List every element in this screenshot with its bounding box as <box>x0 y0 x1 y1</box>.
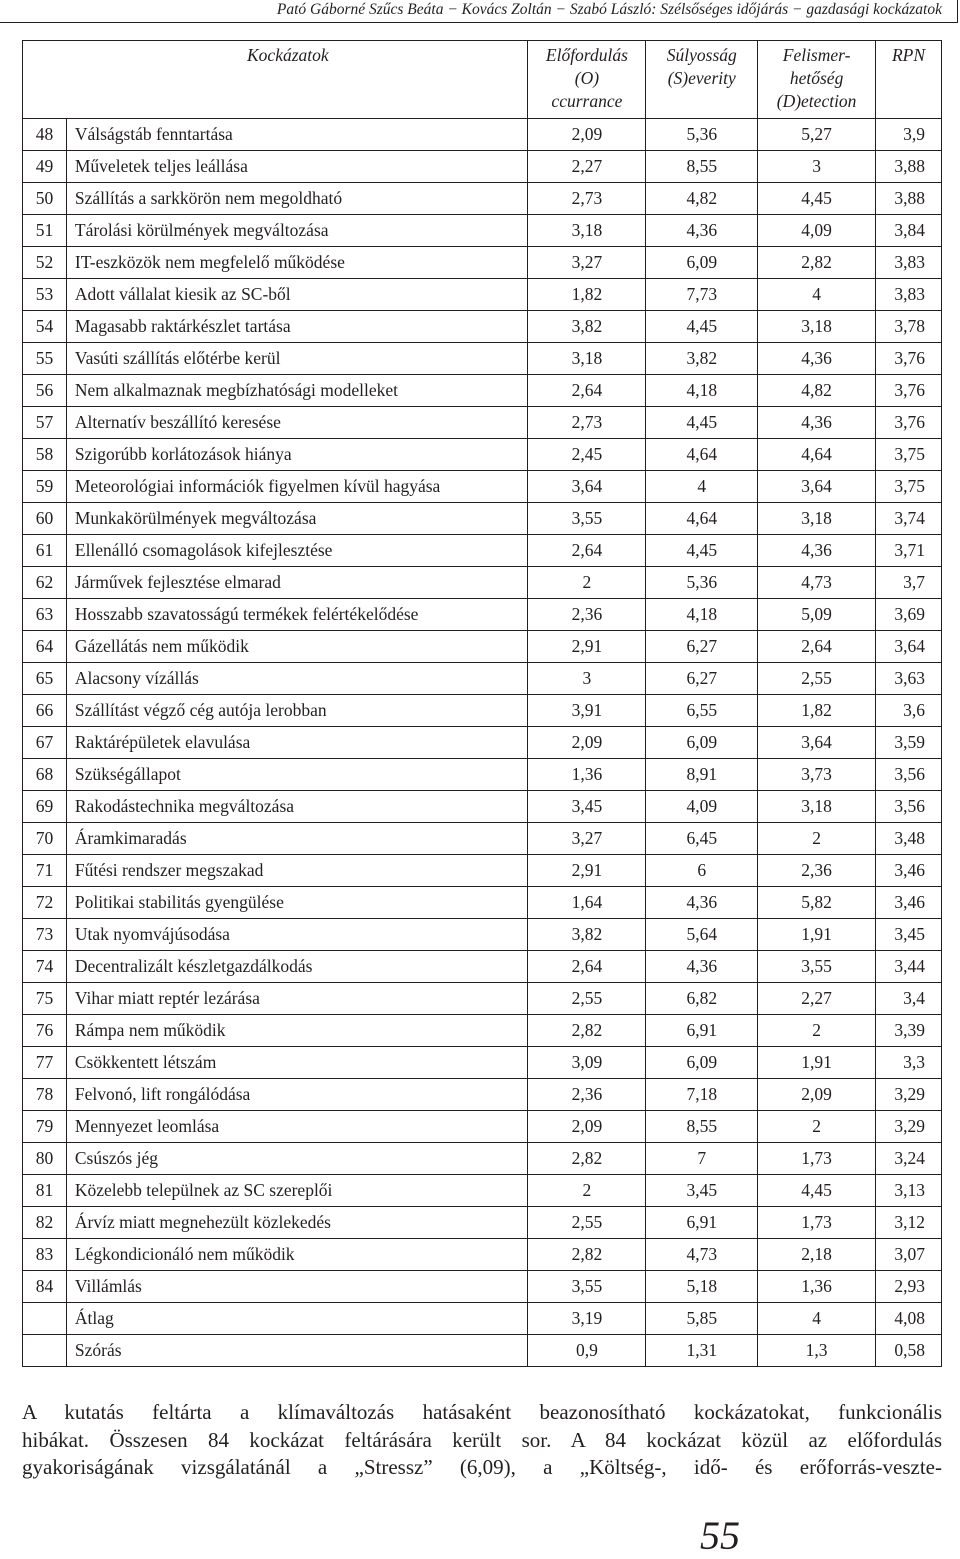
row-number: 76 <box>23 1015 67 1047</box>
risk-name: Nem alkalmaznak megbízhatósági modelleket <box>66 375 528 407</box>
row-number: 59 <box>23 471 67 503</box>
occurrence-value: 2,64 <box>528 535 646 567</box>
detection-value: 4,64 <box>758 439 876 471</box>
row-number: 49 <box>23 151 67 183</box>
severity-value: 5,64 <box>646 919 758 951</box>
occurrence-value: 3,19 <box>528 1303 646 1335</box>
rpn-value: 3,7 <box>876 567 942 599</box>
header-severity-line: (S)everity <box>667 68 736 88</box>
row-number: 51 <box>23 215 67 247</box>
rpn-value: 3,46 <box>876 887 942 919</box>
detection-value: 2 <box>758 1015 876 1047</box>
row-number: 61 <box>23 535 67 567</box>
row-number: 71 <box>23 855 67 887</box>
rpn-value: 0,58 <box>876 1335 942 1367</box>
severity-value: 6,27 <box>646 663 758 695</box>
risk-name: Felvonó, lift rongálódása <box>66 1079 528 1111</box>
header-rpn: RPN <box>876 41 942 119</box>
risk-name: Szükségállapot <box>66 759 528 791</box>
severity-value: 8,55 <box>646 151 758 183</box>
row-number: 50 <box>23 183 67 215</box>
paragraph-line: gyakoriságának vizsgálatánál a „Stressz” (6,09), a „Költség-, idő- és erőforrás-veszte- <box>22 1455 942 1480</box>
table-row <box>23 1111 942 1143</box>
rpn-value: 3,75 <box>876 439 942 471</box>
risk-name: Légkondicionáló nem működik <box>66 1239 528 1271</box>
rpn-value: 3,24 <box>876 1143 942 1175</box>
occurrence-value: 2,09 <box>528 727 646 759</box>
table-row <box>23 119 942 151</box>
detection-value: 1,3 <box>758 1335 876 1367</box>
table-row <box>23 759 942 791</box>
risk-name: Ellenálló csomagolások kifejlesztése <box>66 535 528 567</box>
header-detection-line: hetőség <box>789 68 844 88</box>
table-row <box>23 823 942 855</box>
row-number: 63 <box>23 599 67 631</box>
severity-value: 4,64 <box>646 439 758 471</box>
header-severity <box>646 41 758 119</box>
detection-value: 1,91 <box>758 919 876 951</box>
severity-value: 6,09 <box>646 727 758 759</box>
risk-name: Csúszós jég <box>66 1143 528 1175</box>
detection-value: 4,82 <box>758 375 876 407</box>
severity-value: 4,45 <box>646 407 758 439</box>
row-number: 52 <box>23 247 67 279</box>
risk-name: Átlag <box>66 1303 528 1335</box>
table-row <box>23 663 942 695</box>
occurrence-value: 2 <box>528 567 646 599</box>
table-row <box>23 791 942 823</box>
detection-value: 5,09 <box>758 599 876 631</box>
detection-value: 2,09 <box>758 1079 876 1111</box>
risk-name: Szállítás a sarkkörön nem megoldható <box>66 183 528 215</box>
occurrence-value: 2,27 <box>528 151 646 183</box>
row-number: 55 <box>23 343 67 375</box>
risk-name: Politikai stabilitás gyengülése <box>66 887 528 919</box>
risk-name: Vasúti szállítás előtérbe kerül <box>66 343 528 375</box>
occurrence-value: 2,82 <box>528 1239 646 1271</box>
rpn-value: 2,93 <box>876 1271 942 1303</box>
rpn-value: 3,29 <box>876 1079 942 1111</box>
rpn-value: 3,6 <box>876 695 942 727</box>
rpn-value: 3,46 <box>876 855 942 887</box>
detection-value: 1,82 <box>758 695 876 727</box>
detection-value: 2,82 <box>758 247 876 279</box>
row-number: 53 <box>23 279 67 311</box>
row-number <box>23 1335 67 1367</box>
rpn-value: 3,83 <box>876 279 942 311</box>
rpn-value: 3,74 <box>876 503 942 535</box>
occurrence-value: 1,36 <box>528 759 646 791</box>
rpn-value: 3,83 <box>876 247 942 279</box>
severity-value: 6,82 <box>646 983 758 1015</box>
severity-value: 6,91 <box>646 1015 758 1047</box>
rpn-value: 3,76 <box>876 407 942 439</box>
severity-value: 6,55 <box>646 695 758 727</box>
row-number: 56 <box>23 375 67 407</box>
occurrence-value: 3,09 <box>528 1047 646 1079</box>
header-detection-line: (D)etection <box>776 91 857 111</box>
detection-value: 3,55 <box>758 951 876 983</box>
body-paragraph <box>22 1399 942 1482</box>
table-row <box>23 983 942 1015</box>
risk-name: Szállítást végző cég autója lerobban <box>66 695 528 727</box>
severity-value: 6,27 <box>646 631 758 663</box>
row-number: 73 <box>23 919 67 951</box>
header-detection-line: Felismer- <box>782 45 851 65</box>
row-number: 57 <box>23 407 67 439</box>
header-occurrence <box>528 41 646 119</box>
severity-value: 4,45 <box>646 535 758 567</box>
occurrence-value: 3,27 <box>528 823 646 855</box>
risk-name: Árvíz miatt megnehezült közlekedés <box>66 1207 528 1239</box>
table-row <box>23 279 942 311</box>
row-number: 78 <box>23 1079 67 1111</box>
detection-value: 5,27 <box>758 119 876 151</box>
occurrence-value: 2,09 <box>528 1111 646 1143</box>
severity-value: 4 <box>646 471 758 503</box>
occurrence-value: 2,73 <box>528 183 646 215</box>
rpn-value: 3,3 <box>876 1047 942 1079</box>
detection-value: 1,91 <box>758 1047 876 1079</box>
severity-value: 4,18 <box>646 599 758 631</box>
table-row <box>23 1015 942 1047</box>
rpn-value: 3,78 <box>876 311 942 343</box>
risk-name: Tárolási körülmények megváltozása <box>66 215 528 247</box>
rpn-value: 3,29 <box>876 1111 942 1143</box>
row-number <box>23 1303 67 1335</box>
occurrence-value: 2,36 <box>528 1079 646 1111</box>
risk-name: Utak nyomvájúsodása <box>66 919 528 951</box>
risk-name: Magasabb raktárkészlet tartása <box>66 311 528 343</box>
table-row <box>23 727 942 759</box>
severity-value: 4,73 <box>646 1239 758 1271</box>
severity-value: 4,36 <box>646 215 758 247</box>
occurrence-value: 2,64 <box>528 375 646 407</box>
occurrence-value: 3,18 <box>528 343 646 375</box>
risk-name: Csökkentett létszám <box>66 1047 528 1079</box>
rpn-value: 4,08 <box>876 1303 942 1335</box>
table-row <box>23 471 942 503</box>
detection-value: 4,36 <box>758 343 876 375</box>
severity-value: 4,36 <box>646 951 758 983</box>
detection-value: 3,73 <box>758 759 876 791</box>
occurrence-value: 2,82 <box>528 1143 646 1175</box>
header-rule <box>0 22 958 23</box>
row-number: 74 <box>23 951 67 983</box>
risk-table <box>22 40 942 1367</box>
table-row <box>23 407 942 439</box>
severity-value: 6 <box>646 855 758 887</box>
severity-value: 5,36 <box>646 567 758 599</box>
detection-value: 4,45 <box>758 1175 876 1207</box>
severity-value: 6,45 <box>646 823 758 855</box>
row-number: 72 <box>23 887 67 919</box>
table-row <box>23 215 942 247</box>
rpn-value: 3,48 <box>876 823 942 855</box>
row-number: 70 <box>23 823 67 855</box>
row-number: 65 <box>23 663 67 695</box>
severity-value: 5,18 <box>646 1271 758 1303</box>
detection-value: 2,64 <box>758 631 876 663</box>
table-row <box>23 439 942 471</box>
rpn-value: 3,39 <box>876 1015 942 1047</box>
table-row <box>23 151 942 183</box>
table-row <box>23 247 942 279</box>
row-number: 82 <box>23 1207 67 1239</box>
detection-value: 4,73 <box>758 567 876 599</box>
risk-name: Hosszabb szavatosságú termékek felértékelődése <box>66 599 528 631</box>
rpn-value: 3,76 <box>876 375 942 407</box>
table-row <box>23 503 942 535</box>
occurrence-value: 1,82 <box>528 279 646 311</box>
risk-name: Alacsony vízállás <box>66 663 528 695</box>
severity-value: 6,91 <box>646 1207 758 1239</box>
summary-row <box>23 1335 942 1367</box>
row-number: 66 <box>23 695 67 727</box>
severity-value: 1,31 <box>646 1335 758 1367</box>
occurrence-value: 2,55 <box>528 1207 646 1239</box>
detection-value: 4 <box>758 1303 876 1335</box>
detection-value: 4,45 <box>758 183 876 215</box>
rpn-value: 3,63 <box>876 663 942 695</box>
detection-value: 3,18 <box>758 791 876 823</box>
severity-value: 3,45 <box>646 1175 758 1207</box>
occurrence-value: 3,55 <box>528 1271 646 1303</box>
occurrence-value: 3,45 <box>528 791 646 823</box>
rpn-value: 3,45 <box>876 919 942 951</box>
occurrence-value: 2,55 <box>528 983 646 1015</box>
risk-name: Közelebb települnek az SC szereplői <box>66 1175 528 1207</box>
occurrence-value: 0,9 <box>528 1335 646 1367</box>
severity-value: 6,09 <box>646 1047 758 1079</box>
occurrence-value: 3,64 <box>528 471 646 503</box>
row-number: 84 <box>23 1271 67 1303</box>
header-occurrence-line: ccurrance <box>551 91 623 111</box>
table-row <box>23 1079 942 1111</box>
risk-name: Mennyezet leomlása <box>66 1111 528 1143</box>
rpn-value: 3,59 <box>876 727 942 759</box>
row-number: 79 <box>23 1111 67 1143</box>
rpn-value: 3,88 <box>876 183 942 215</box>
occurrence-value: 1,64 <box>528 887 646 919</box>
header-occurrence-line: (O) <box>574 68 600 88</box>
detection-value: 2,27 <box>758 983 876 1015</box>
occurrence-value: 3 <box>528 663 646 695</box>
row-number: 68 <box>23 759 67 791</box>
occurrence-value: 2,73 <box>528 407 646 439</box>
risk-name: Rámpa nem működik <box>66 1015 528 1047</box>
rpn-value: 3,69 <box>876 599 942 631</box>
running-header: Pató Gáborné Szűcs Beáta − Kovács Zoltán − Szabó László: Szélsőséges időjárás − gazdasági kockázatok <box>276 1 942 18</box>
table-row <box>23 1271 942 1303</box>
paragraph-line: A kutatás feltárta a klímaváltozás hatásaként beazonosítható kockázatokat, funkcionális <box>22 1400 942 1424</box>
rpn-value: 3,9 <box>876 119 942 151</box>
severity-value: 7,18 <box>646 1079 758 1111</box>
detection-value: 4,09 <box>758 215 876 247</box>
row-number: 48 <box>23 119 67 151</box>
table-row <box>23 535 942 567</box>
summary-row <box>23 1303 942 1335</box>
risk-name: Fűtési rendszer megszakad <box>66 855 528 887</box>
risk-name: Rakodástechnika megváltozása <box>66 791 528 823</box>
risk-name: Munkakörülmények megváltozása <box>66 503 528 535</box>
table-row <box>23 375 942 407</box>
rpn-value: 3,64 <box>876 631 942 663</box>
row-number: 64 <box>23 631 67 663</box>
detection-value: 4 <box>758 279 876 311</box>
rpn-value: 3,56 <box>876 759 942 791</box>
table-row <box>23 919 942 951</box>
header-risks: Kockázatok <box>23 41 528 119</box>
row-number: 77 <box>23 1047 67 1079</box>
risk-name: Decentralizált készletgazdálkodás <box>66 951 528 983</box>
risk-name: Műveletek teljes leállása <box>66 151 528 183</box>
severity-value: 3,82 <box>646 343 758 375</box>
row-number: 80 <box>23 1143 67 1175</box>
detection-value: 4,36 <box>758 535 876 567</box>
row-number: 83 <box>23 1239 67 1271</box>
occurrence-value: 3,91 <box>528 695 646 727</box>
table-row <box>23 1175 942 1207</box>
table-body <box>23 119 942 1367</box>
detection-value: 2,55 <box>758 663 876 695</box>
row-number: 81 <box>23 1175 67 1207</box>
table-row <box>23 1047 942 1079</box>
severity-value: 7 <box>646 1143 758 1175</box>
detection-value: 3,64 <box>758 471 876 503</box>
severity-value: 4,82 <box>646 183 758 215</box>
severity-value: 4,36 <box>646 887 758 919</box>
table-row <box>23 887 942 919</box>
occurrence-value: 2,82 <box>528 1015 646 1047</box>
severity-value: 4,45 <box>646 311 758 343</box>
occurrence-value: 2 <box>528 1175 646 1207</box>
severity-value: 5,85 <box>646 1303 758 1335</box>
risk-name: Gázellátás nem működik <box>66 631 528 663</box>
rpn-value: 3,84 <box>876 215 942 247</box>
row-number: 67 <box>23 727 67 759</box>
risk-name: IT-eszközök nem megfelelő működése <box>66 247 528 279</box>
occurrence-value: 2,45 <box>528 439 646 471</box>
header-occurrence-line: Előfordulás <box>545 45 628 65</box>
risk-name: Szórás <box>66 1335 528 1367</box>
detection-value: 2,18 <box>758 1239 876 1271</box>
rpn-value: 3,13 <box>876 1175 942 1207</box>
occurrence-value: 3,82 <box>528 311 646 343</box>
detection-value: 3 <box>758 151 876 183</box>
table-header-row <box>23 41 942 119</box>
table-row <box>23 183 942 215</box>
row-number: 75 <box>23 983 67 1015</box>
row-number: 54 <box>23 311 67 343</box>
occurrence-value: 2,09 <box>528 119 646 151</box>
rpn-value: 3,4 <box>876 983 942 1015</box>
detection-value: 4,36 <box>758 407 876 439</box>
header-severity-line: Súlyosság <box>666 45 737 65</box>
detection-value: 3,18 <box>758 503 876 535</box>
risk-name: Áramkimaradás <box>66 823 528 855</box>
severity-value: 8,91 <box>646 759 758 791</box>
page-number: 55 <box>700 1513 740 1558</box>
table-row <box>23 631 942 663</box>
occurrence-value: 3,55 <box>528 503 646 535</box>
detection-value: 2 <box>758 823 876 855</box>
table-row <box>23 311 942 343</box>
severity-value: 8,55 <box>646 1111 758 1143</box>
rpn-value: 3,07 <box>876 1239 942 1271</box>
severity-value: 4,18 <box>646 375 758 407</box>
rpn-value: 3,88 <box>876 151 942 183</box>
occurrence-value: 3,27 <box>528 247 646 279</box>
header-detection <box>758 41 876 119</box>
detection-value: 2,36 <box>758 855 876 887</box>
detection-value: 1,73 <box>758 1143 876 1175</box>
paragraph-line: hibákat. Összesen 84 kockázat feltárására került sor. A 84 kockázat közül az előfordulás <box>22 1427 942 1452</box>
row-number: 58 <box>23 439 67 471</box>
severity-value: 4,09 <box>646 791 758 823</box>
header-edge-rule <box>957 0 958 22</box>
detection-value: 3,18 <box>758 311 876 343</box>
table-row <box>23 343 942 375</box>
occurrence-value: 3,82 <box>528 919 646 951</box>
row-number: 69 <box>23 791 67 823</box>
risk-name: Járművek fejlesztése elmarad <box>66 567 528 599</box>
rpn-value: 3,75 <box>876 471 942 503</box>
risk-name: Válságstáb fenntartása <box>66 119 528 151</box>
risk-name: Meteorológiai információk figyelmen kívül hagyása <box>66 471 528 503</box>
risk-name: Alternatív beszállító keresése <box>66 407 528 439</box>
occurrence-value: 2,36 <box>528 599 646 631</box>
row-number: 62 <box>23 567 67 599</box>
severity-value: 7,73 <box>646 279 758 311</box>
table-row <box>23 1143 942 1175</box>
table-row <box>23 567 942 599</box>
table-row <box>23 951 942 983</box>
risk-name: Villámlás <box>66 1271 528 1303</box>
severity-value: 4,64 <box>646 503 758 535</box>
table-row <box>23 1207 942 1239</box>
severity-value: 5,36 <box>646 119 758 151</box>
rpn-value: 3,76 <box>876 343 942 375</box>
detection-value: 1,36 <box>758 1271 876 1303</box>
row-number: 60 <box>23 503 67 535</box>
occurrence-value: 2,91 <box>528 855 646 887</box>
detection-value: 1,73 <box>758 1207 876 1239</box>
table-row <box>23 599 942 631</box>
risk-name: Raktárépületek elavulása <box>66 727 528 759</box>
table-row <box>23 855 942 887</box>
detection-value: 5,82 <box>758 887 876 919</box>
occurrence-value: 2,64 <box>528 951 646 983</box>
occurrence-value: 3,18 <box>528 215 646 247</box>
table-row <box>23 695 942 727</box>
table-row <box>23 1239 942 1271</box>
risk-name: Szigorúbb korlátozások hiánya <box>66 439 528 471</box>
rpn-value: 3,12 <box>876 1207 942 1239</box>
rpn-value: 3,44 <box>876 951 942 983</box>
occurrence-value: 2,91 <box>528 631 646 663</box>
risk-name: Vihar miatt reptér lezárása <box>66 983 528 1015</box>
rpn-value: 3,56 <box>876 791 942 823</box>
risk-name: Adott vállalat kiesik az SC-ből <box>66 279 528 311</box>
rpn-value: 3,71 <box>876 535 942 567</box>
detection-value: 3,64 <box>758 727 876 759</box>
detection-value: 2 <box>758 1111 876 1143</box>
severity-value: 6,09 <box>646 247 758 279</box>
